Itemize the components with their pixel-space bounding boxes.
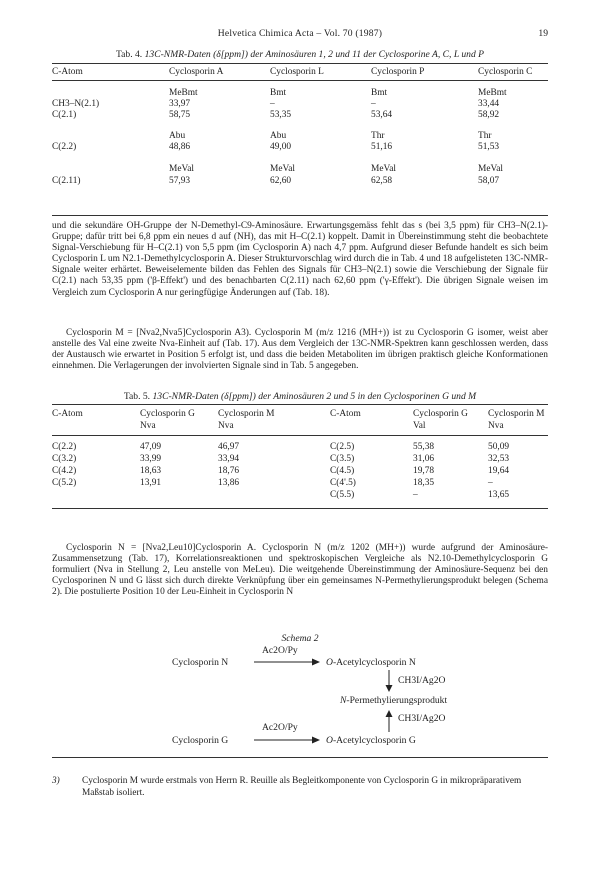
table5-cell: C(2.5): [330, 442, 355, 452]
table4-cell: Thr: [371, 131, 385, 141]
schema2-arrow-up: [384, 710, 394, 732]
schema2-start-top: Cyclosporin N: [172, 657, 229, 668]
table5-cell: C(4.5): [330, 466, 355, 476]
table5-cell: 50,09: [488, 442, 510, 452]
table5-cell: 32,53: [488, 454, 510, 464]
table4-cell: –: [270, 99, 275, 109]
schema2-reagent-top: Ac2O/Py: [262, 645, 298, 656]
table5-column-header: C-Atom: [52, 409, 83, 419]
table4-bottom-rule: [52, 215, 548, 216]
table5-cell: 46,97: [218, 442, 240, 452]
table4-cell: MeVal: [169, 164, 194, 174]
table4-cell: 58,92: [478, 110, 500, 120]
table4-caption-text: 13C-NMR-Daten (δ[ppm]) der Aminosäuren 1, 2 und 11 der Cyclosporine A, C, L und P: [144, 49, 485, 60]
footnote-marker: 3): [52, 776, 60, 786]
table5-column-header: Cyclosporin G: [413, 409, 468, 419]
table4-cell: C(2.1): [52, 110, 77, 120]
table5-cell: C(3.2): [52, 454, 77, 464]
schema2-title: Schema 2: [281, 633, 319, 644]
footnote-text: Cyclosporin M wurde erstmals von Herrn R. Reuille als Begleitkomponente von Cyclosporin G in mikropräparativem Maßstab isoliert.: [82, 776, 522, 798]
table4-cell: 57,93: [169, 176, 191, 186]
table4-cell: 51,16: [371, 142, 393, 152]
table5-subheader: Val: [413, 421, 426, 431]
schema2-arrow-bottom: [254, 735, 320, 745]
running-header: [52, 28, 548, 42]
table4-cell: 51,53: [478, 142, 500, 152]
table5-cell: 13,65: [488, 490, 510, 500]
schema2-reagent-bottom: Ac2O/Py: [262, 722, 298, 733]
page-number: 19: [538, 28, 548, 39]
schema2-arrow-top: [254, 657, 320, 667]
table5-cell: 33,94: [218, 454, 240, 464]
table5-caption-text: 13C-NMR-Daten (δ[ppm]) der Aminosäuren 2 und 5 in den Cyclosporinen G und M: [152, 391, 477, 402]
table5-cell: 47,09: [140, 442, 162, 452]
table5-cell: –: [413, 490, 418, 500]
table5-cell: 13,91: [140, 478, 162, 488]
table4-cell: MeBmt: [169, 88, 198, 98]
table5-column-header: C-Atom: [330, 409, 361, 419]
table5-cell: 18,35: [413, 478, 435, 488]
table4-caption: [52, 49, 548, 60]
table4-cell: 33,97: [169, 99, 191, 109]
schema2-product-top: O-Acetylcyclosporin N: [326, 657, 416, 668]
table4-cell: MeBmt: [478, 88, 507, 98]
table5-cell: 18,63: [140, 466, 162, 476]
table5-bottom-rule: [52, 508, 548, 509]
table4-cell: 48,86: [169, 142, 191, 152]
schema2-middle: N-Permethylierungsprodukt: [340, 695, 448, 706]
table4-column-header: Cyclosporin A: [169, 67, 224, 77]
table5-cell: C(3.5): [330, 454, 355, 464]
table5-cell: 18,76: [218, 466, 240, 476]
table4-cell: MeVal: [478, 164, 503, 174]
table5-cell: 31,06: [413, 454, 435, 464]
table4-cell: 58,75: [169, 110, 191, 120]
table4-cell: Thr: [478, 131, 492, 141]
table5-cell: C(5.5): [330, 490, 355, 500]
table4-cell: 53,64: [371, 110, 393, 120]
table5-top-rule: [52, 404, 548, 405]
schema2-reagent-down: CH3I/Ag2O: [398, 675, 446, 686]
table5-cell: 13,86: [218, 478, 240, 488]
table5-cell: 19,64: [488, 466, 510, 476]
table5-column-header: Cyclosporin M: [488, 409, 545, 419]
table4-column-header: Cyclosporin L: [270, 67, 324, 77]
table5-cell: 19,78: [413, 466, 435, 476]
footnote: [52, 775, 548, 799]
journal-title: Helvetica Chimica Acta – Vol. 70 (1987): [217, 28, 383, 39]
table5-cell: 33,99: [140, 454, 162, 464]
schema2-start-bottom: Cyclosporin G: [172, 735, 229, 746]
table4-column-header: Cyclosporin P: [371, 67, 425, 77]
table4-cell: Bmt: [270, 88, 287, 98]
table5-cell: 55,38: [413, 442, 435, 452]
table4-cell: C(2.11): [52, 176, 81, 186]
paragraph-cyclosporin-n: Cyclosporin N = [Nva2,Leu10]Cyclosporin A. Cyclosporin N (m/z 1202 (MH+)) wurde aufgrund der Aminosäure-Zusammensetzung (Tab. 17), Korrelationsreaktionen und spektroskopischen Vergleiche als N2.10-Demethylcyclosporin G formuliert (Nva in Stellung 2, Leu anstelle von MeLeu). Die weitgehende Übereinstimmung der Aminosäure-Sequenz bei den Cyclosporinen N und G lässt sich durch direkte Verknüpfung über ein gemeinsames N-Permethylierungsprodukt belegen (Schema 2). Die postulierte Position 10 der Leu-Einheit in Cyclosporin N: [52, 543, 548, 598]
table5-subheader: Nva: [488, 421, 504, 431]
footnote-rule: [52, 757, 548, 758]
table4-cell: 58,07: [478, 176, 500, 186]
schema2-arrow-down: [384, 670, 394, 692]
table4-cell: Bmt: [371, 88, 388, 98]
table5-cell: C(2.2): [52, 442, 77, 452]
table4-cell: 62,58: [371, 176, 393, 186]
table4-cell: MeVal: [371, 164, 396, 174]
table5-caption-label: Tab. 5.: [123, 391, 151, 402]
table5-header-rule: [52, 435, 548, 436]
table5-caption: [52, 391, 548, 402]
table4-cell: 53,35: [270, 110, 292, 120]
table5-column-header: Cyclosporin M: [218, 409, 275, 419]
table4-cell: MeVal: [270, 164, 295, 174]
table4-cell: –: [371, 99, 376, 109]
table5-column-header: Cyclosporin G: [140, 409, 195, 419]
table5-cell: C(5.2): [52, 478, 77, 488]
table4-cell: 49,00: [270, 142, 292, 152]
table5-cell: C(4.2): [52, 466, 77, 476]
table4-cell: 33,44: [478, 99, 500, 109]
table5-cell: C(4'.5): [330, 478, 356, 488]
table4-cell: CH3–N(2.1): [52, 99, 100, 109]
table5-subheader: Nva: [218, 421, 234, 431]
paragraph-cyclosporin-l: und die sekundäre OH-Gruppe der N-Demethyl-C9-Aminosäure. Erwartungsgemäss fehlt das s (bei 3,5 ppm) für CH3–N(2.1)-Gruppe; dafür tritt bei 6,8 ppm ein neues d auf (NH), das mit H–C(2.1) koppelt. Damit in Übereinstimmung steht die beobachtete Signal-Verschiebung für H–C(2.1) von 5,5 ppm (im Cyclosporin A) nach 4,7 ppm. Aufgrund dieser Befunde handelt es sich beim Cyclosporin L um N2.1-Demethylcyclosporin A. Dieser Strukturvorschlag wird durch die in Tab. 4 und 18 aufgelisteten 13C-NMR-Signale weiter erhärtet. Beweiselemente bilden das Fehlen des Signals für CH3–N(2.1) sowie die Verschiebung der Signale für C(2.1) nach 53,35 ppm ('β-Effekt') und des benachbarten C(2.11) nach 62,60 ppm ('γ-Effekt'). Die übrigen Signale weisen im Vergleich zum Cyclosporin A nur geringfügige Änderungen auf (Tab. 18).: [52, 221, 548, 298]
table4-column-header: C-Atom: [52, 67, 83, 77]
schema2-product-bottom: O-Acetylcyclosporin G: [326, 735, 416, 746]
table4-top-rule: [52, 63, 548, 64]
table5-subheader: Nva: [140, 421, 156, 431]
table4-cell: Abu: [169, 131, 186, 141]
table5-cell: –: [488, 478, 493, 488]
paragraph-cyclosporin-m: Cyclosporin M = [Nva2,Nva5]Cyclosporin A3). Cyclosporin M (m/z 1216 (MH+)) ist zu Cyclosporin G isomer, weist aber anstelle des Val eine zweite Nva-Einheit auf (Tab. 17). Aus dem Vergleich der 13C-NMR-Spektren kann geschlossen werden, dass der Austausch wie erwartet in Position 5 erfolgt ist, und dass die beiden Metaboliten im übrigen praktisch gleiche Konformationen einnehmen. Die Verlagerungen der involvierten Signale sind in Tab. 5 angegeben.: [52, 328, 548, 372]
table4-cell: 62,60: [270, 176, 292, 186]
table4-header-rule: [52, 80, 548, 81]
table4-cell: Abu: [270, 131, 287, 141]
table4-column-header: Cyclosporin C: [478, 67, 533, 77]
table4-cell: C(2.2): [52, 142, 77, 152]
schema2-reagent-up: CH3I/Ag2O: [398, 713, 446, 724]
table4-caption-label: Tab. 4.: [115, 49, 143, 60]
